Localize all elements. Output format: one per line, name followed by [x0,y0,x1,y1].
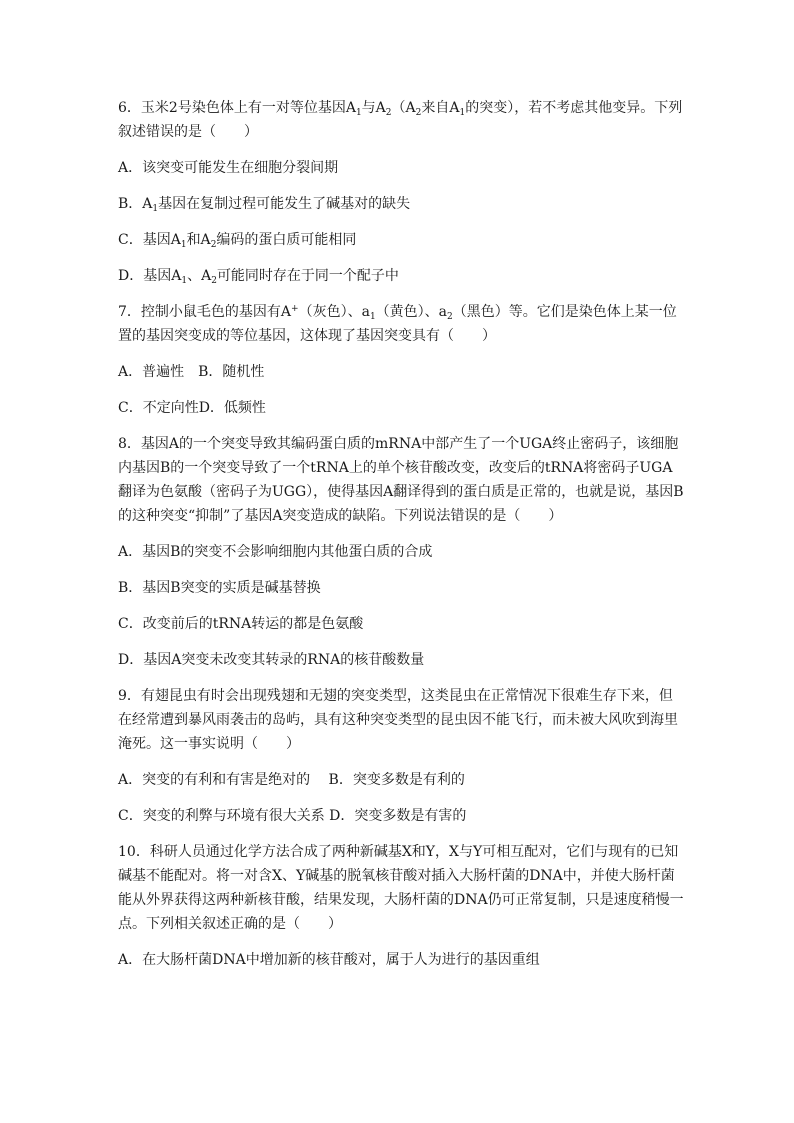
question-10-option-a: A．在大肠杆菌DNA中增加新的核苷酸对，属于人为进行的基因重组 [118,952,540,968]
question-9-options-cd: C．突变的利弊与环境有很大关系 D．突变多数是有害的 [118,808,467,824]
question-8-option-b: B．基因B突变的实质是碱基替换 [118,580,321,596]
question-7-stem: 7．控制小鼠毛色的基因有A+（灰色）、$a_1$（黄色）、$a_2$（黑色）等。它们是染色体上某一位置的基因突变成的等位基因，这体现了基因突变具有（ ） [118,304,677,344]
question-6-stem: 6．玉米2号染色体上有一对等位基因$A_1$与$A_2(A_2$来自$A_1$的突变），若不考虑其他变异。下列叙述错误的是（ ） [118,100,683,140]
question-6 [118,96,686,288]
question-10 [118,840,686,972]
question-6-option-a: A．该突变可能发生在细胞分裂间期 [118,160,339,176]
question-7 [118,300,686,420]
question-page [118,96,686,984]
question-10-stem: 10．科研人员通过化学方法合成了两种新碱基X和Y，X与Y可相互配对，它们与现有的已知碱基不能配对。将一对含X、Y碱基的脱氧核苷酸对插入大肠杆菌的DNA中，并使大肠杆菌能从外界获得这两种新核苷酸，结果发现，大肠杆菌的DNA仍可正常复制，只是速度稍慢一点。下列相关叙述正确的是（ ） [118,844,684,932]
question-7-options-cd: C．不定向性D．低频性 [118,400,266,416]
question-7-options-ab: A．普遍性 B．随机性 [118,364,265,380]
question-8 [118,432,686,672]
question-9-options-ab: A．突变的有利和有害是绝对的 B．突变多数是有利的 [118,772,465,788]
question-8-stem: 8．基因A的一个突变导致其编码蛋白质的mRNA中部产生了一个UGA终止密码子，该细胞内基因B的一个突变导致了一个tRNA上的单个核苷酸改变，改变后的tRNA将密码子UGA翻译为色氨酸（密码子为UGG），使得基因A翻译得到的蛋白质是正常的，也就是说，基因B的这种突变“抑制”了基因A突变造成的缺陷。下列说法错误的是（ ） [118,436,684,524]
question-9-stem: 9．有翅昆虫有时会出现残翅和无翅的突变类型，这类昆虫在正常情况下很难生存下来，但在经常遭到暴风雨袭击的岛屿，具有这种突变类型的昆虫因不能飞行，而未被大风吹到海里淹死。这一事实说明（ ） [118,688,678,752]
question-8-option-a: A．基因B的突变不会影响细胞内其他蛋白质的合成 [118,544,433,560]
question-9 [118,684,686,828]
question-8-option-d: D．基因A突变未改变其转录的RNA的核苷酸数量 [118,652,425,668]
question-6-option-d: D．基因$A_1$、$A_2$可能同时存在于同一个配子中 [118,268,399,286]
question-8-option-c: C．改变前后的tRNA转运的都是色氨酸 [118,616,364,632]
question-6-option-b: B．$A_1$基因在复制过程可能发生了碱基对的缺失 [118,196,411,214]
question-6-option-c: C．基因$A_1$和$A_2$编码的蛋白质可能相同 [118,232,357,250]
